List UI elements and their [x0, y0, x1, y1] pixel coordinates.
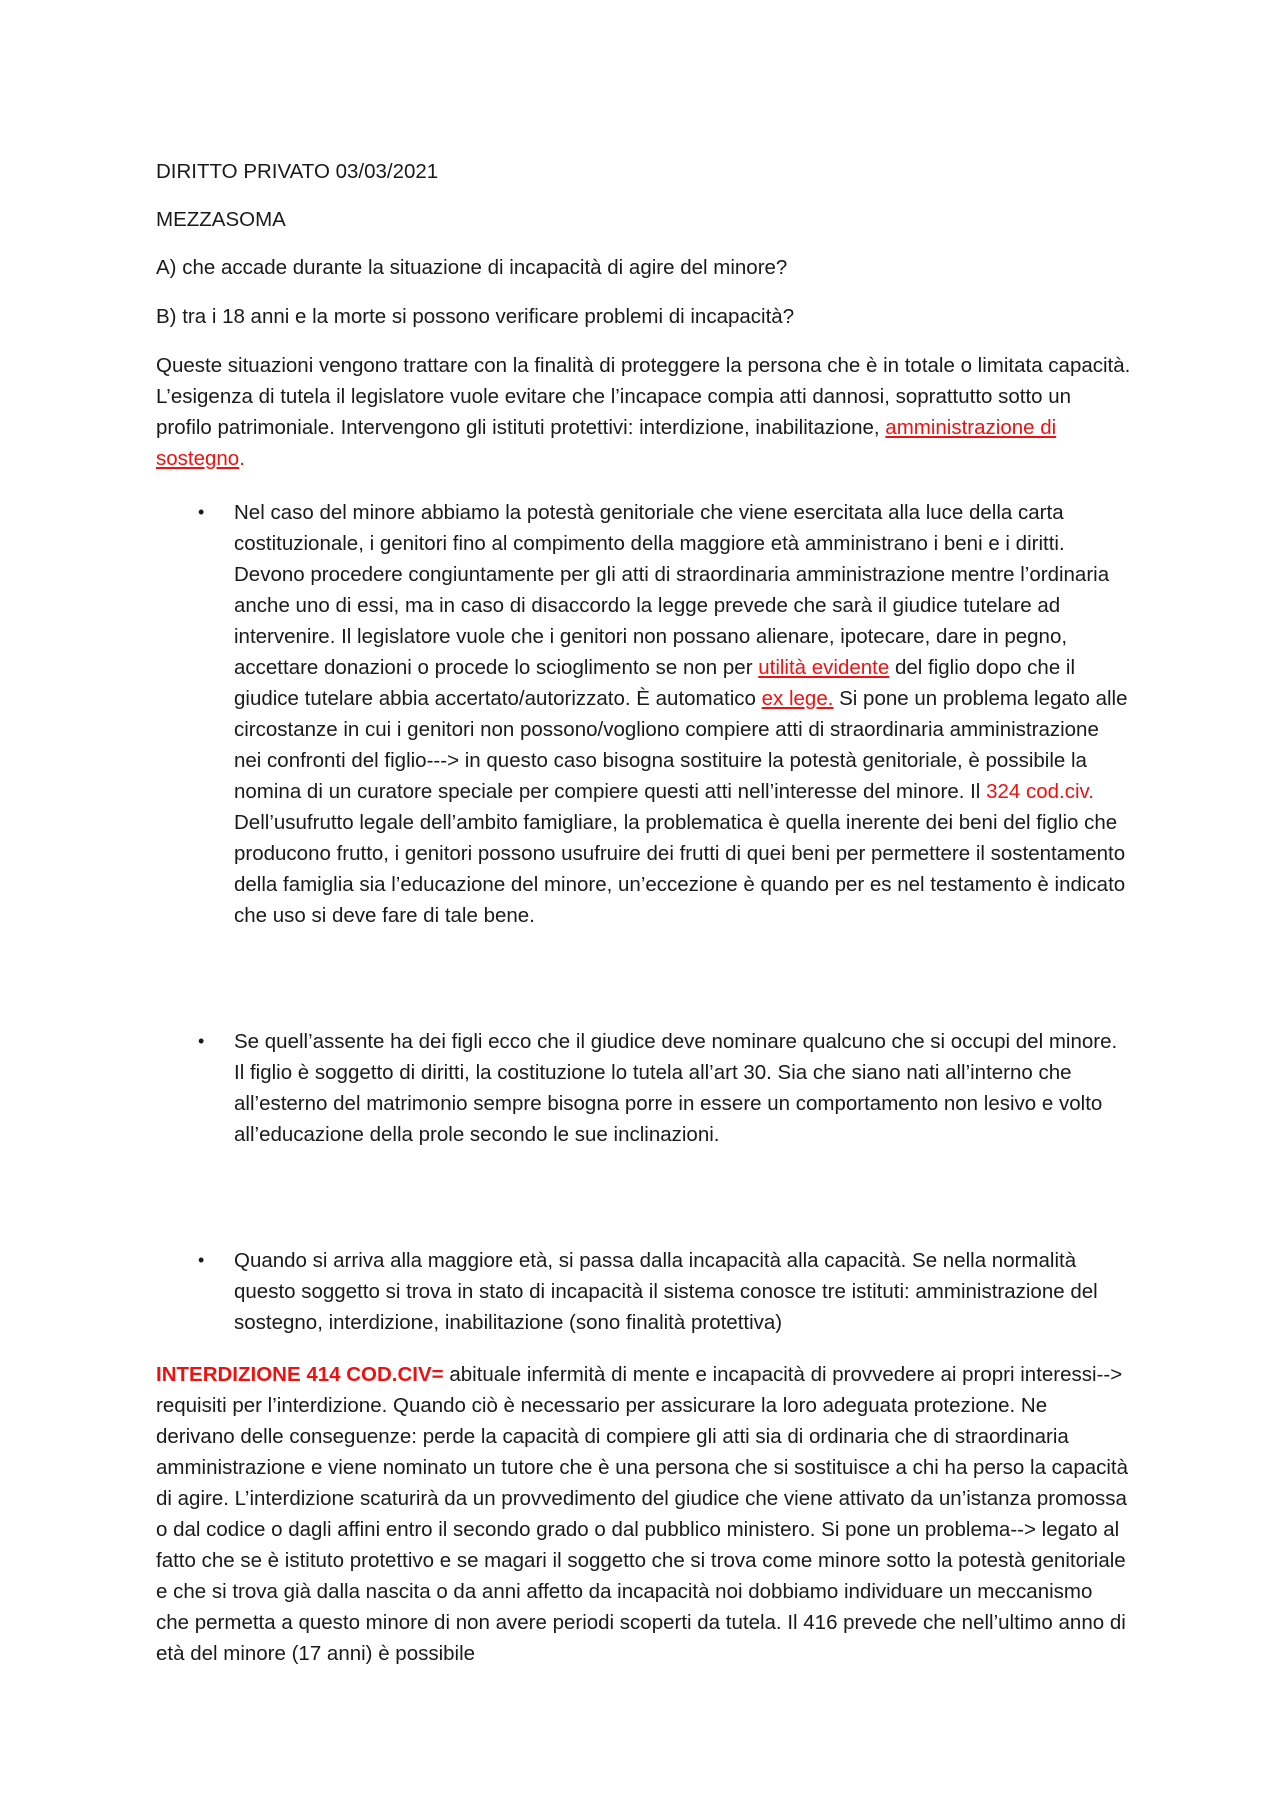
bullet-list: [156, 497, 1131, 1338]
bullet-icon: •: [198, 1031, 205, 1051]
document-author: MEZZASOMA: [156, 208, 286, 231]
bullet-three-text: Quando si arriva alla maggiore età, si passa dalla incapacità alla capacità. Se nella normalità questo soggetto si trova in stato di incapacità il sistema conosce tre istituti: amministrazione del sostegno, interdizione, inabilitazione (sono finalità protettiva): [234, 1249, 1098, 1334]
link-utilita-evidente[interactable]: utilità evidente: [758, 656, 890, 679]
question-b: B) tra i 18 anni e la morte si possono verificare problemi di incapacità?: [156, 305, 795, 328]
interdizione-paragraph: [156, 1359, 1131, 1669]
bullet-icon: •: [198, 1250, 205, 1270]
list-item: [156, 1026, 1131, 1150]
interdizione-text: abituale infermità di mente e incapacità di provvedere ai propri interessi--> requisiti per l’interdizione. Quando ciò è necessario per assicurare la loro adeguata protezione. Ne derivano delle conseguenze: perde la capacità di compiere gli atti sia di ordinaria che di straordinaria amministrazione e viene nominato un tutore che è una persona che si sostituisce a chi ha perso la capacità di agire. L’interdizione scaturirà da un provvedimento del giudice che viene attivato da un’istanza promossa o dal codice o dagli affini entro il secondo grado o dal pubblico ministero. Si pone un problema--> legato al fatto che se è istituto protettivo e se magari il soggetto che si trova come minore sotto la potestà genitoriale e che si trova già dalla nascita o da anni affetto da incapacità noi dobbiamo individuare un meccanismo che permetta a questo minore di non avere periodi scoperti da tutela. Il 416 prevede che nell’ultimo anno di età del minore (17 anni) è possibile: [156, 1363, 1129, 1665]
bullet-one-text-2: del figlio dopo che il giudice tutelare abbia accertato/autorizzato. È automatico: [234, 656, 1076, 710]
bullet-one-text-4: Dell’usufrutto legale dell’ambito famigliare, la problematica è quella inerente dei beni del figlio che producono frutto, i genitori possono usufruire dei frutti di quei beni per permettere il sostentamento della famiglia sia l’educazione del minore, un’eccezione è quando per es nel testamento è indicato che uso si deve fare di tale bene.: [234, 811, 1126, 927]
bullet-two-text: Se quell’assente ha dei figli ecco che il giudice deve nominare qualcuno che si occupi del minore. Il figlio è soggetto di diritti, la costituzione lo tutela all’art 30. Sia che siano nati all’interno che all’esterno del matrimonio sempre bisogna porre in essere un comportamento non lesivo e volto all’educazione della prole secondo le sue inclinazioni.: [234, 1030, 1118, 1146]
interdizione-heading: INTERDIZIONE 414 COD.CIV=: [156, 1363, 444, 1386]
link-ex-lege[interactable]: ex lege.: [761, 687, 834, 710]
document-title: DIRITTO PRIVATO 03/03/2021: [156, 160, 439, 183]
list-item: [156, 497, 1131, 931]
intro-text: Queste situazioni vengono trattare con la finalità di proteggere la persona che è in totale o limitata capacità. L’esigenza di tutela il legislatore vuole evitare che l’incapace compia atti dannosi, soprattutto sotto un profilo patrimoniale. Intervengono gli istituti protettivi: interdizione, inabilitazione,: [156, 354, 1131, 439]
intro-paragraph: [156, 350, 1131, 474]
bullet-icon: •: [198, 502, 205, 522]
list-item: [156, 1245, 1131, 1338]
intro-end: .: [239, 447, 245, 470]
document-page: [156, 156, 1131, 1687]
question-a: A) che accade durante la situazione di incapacità di agire del minore?: [156, 256, 788, 279]
ref-324-cod-civ: 324 cod.civ.: [986, 780, 1094, 803]
bullet-one-text-3: Si pone un problema legato alle circostanze in cui i genitori non possono/vogliono compiere atti di straordinaria amministrazione nei confronti del figlio---> in questo caso bisogna sostituire la potestà genitoriale, è possibile la nomina di un curatore speciale per compiere questi atti nell’interesse del minore. Il: [234, 687, 1128, 803]
intro-link-amministrazione-sostegno[interactable]: amministrazione di sostegno: [156, 416, 1057, 470]
bullet-one-text-1: Nel caso del minore abbiamo la potestà genitoriale che viene esercitata alla luce della carta costituzionale, i genitori fino al compimento della maggiore età amministrano i beni e i diritti. Devono procedere congiuntamente per gli atti di straordinaria amministrazione mentre l’ordinaria anche uno di essi, ma in caso di disaccordo la legge prevede che sarà il giudice tutelare ad intervenire. Il legislatore vuole che i genitori non possano alienare, ipotecare, dare in pegno, accettare donazioni o procede lo scioglimento se non per: [234, 501, 1110, 679]
